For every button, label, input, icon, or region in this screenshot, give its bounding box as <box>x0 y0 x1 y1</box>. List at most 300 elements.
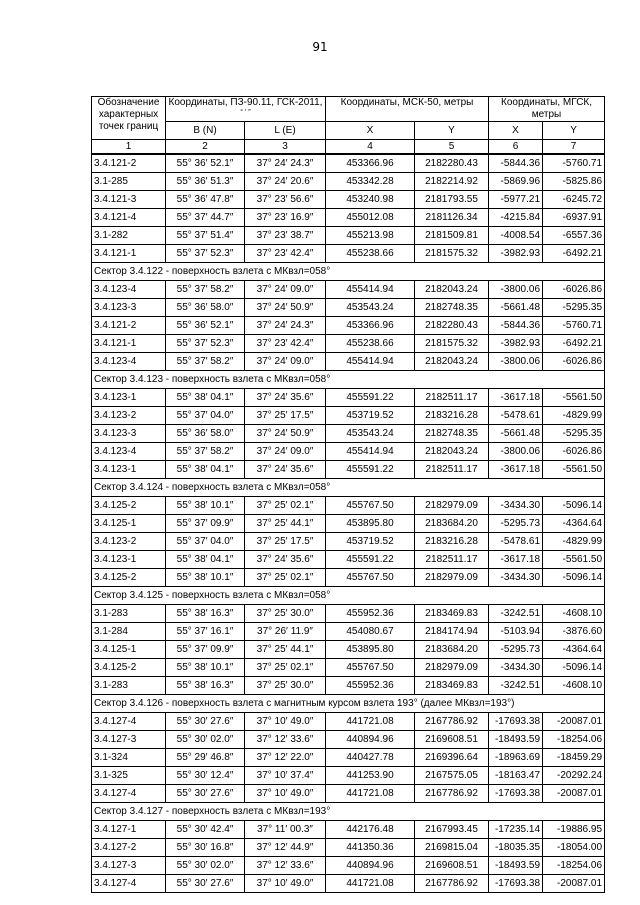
msk-x-cell: 441721.08 <box>326 875 415 893</box>
msk-x-cell: 455952.36 <box>326 605 415 623</box>
longitude-cell: 37° 23′ 38.7″ <box>245 227 326 245</box>
header-b: B (N) <box>166 122 245 140</box>
latitude-cell: 55° 37′ 52.3″ <box>166 245 245 263</box>
header-num-5: 5 <box>415 140 489 155</box>
mgsk-y-cell: -5096.14 <box>543 659 605 677</box>
longitude-cell: 37° 24′ 35.6″ <box>245 551 326 569</box>
table-row <box>92 154 605 173</box>
longitude-cell: 37° 23′ 42.4″ <box>245 335 326 353</box>
sector-label: Сектор 3.4.127 - поверхность взлета с МКвзл=193° <box>92 803 605 821</box>
longitude-cell: 37° 24′ 35.6″ <box>245 389 326 407</box>
msk-y-cell: 2183684.20 <box>415 641 489 659</box>
point-id-cell: 3.4.125-2 <box>92 659 166 677</box>
msk-y-cell: 2183469.83 <box>415 605 489 623</box>
longitude-cell: 37° 23′ 56.6″ <box>245 191 326 209</box>
latitude-cell: 55° 37′ 58.2″ <box>166 443 245 461</box>
msk-y-cell: 2167786.92 <box>415 785 489 803</box>
point-id-cell: 3.4.125-1 <box>92 515 166 533</box>
longitude-cell: 37° 25′ 44.1″ <box>245 641 326 659</box>
msk-y-cell: 2167786.92 <box>415 875 489 893</box>
msk-y-cell: 2182280.43 <box>415 317 489 335</box>
msk-x-cell: 455414.94 <box>326 443 415 461</box>
mgsk-x-cell: -3617.18 <box>489 551 543 569</box>
msk-x-cell: 440427.78 <box>326 749 415 767</box>
sector-row <box>92 587 605 605</box>
msk-x-cell: 453543.24 <box>326 425 415 443</box>
latitude-cell: 55° 36′ 47.8″ <box>166 191 245 209</box>
mgsk-x-cell: -18493.59 <box>489 731 543 749</box>
msk-y-cell: 2169815.04 <box>415 839 489 857</box>
mgsk-y-cell: -5096.14 <box>543 497 605 515</box>
msk-y-cell: 2182214.92 <box>415 173 489 191</box>
msk-x-cell: 455238.66 <box>326 335 415 353</box>
table-row <box>92 551 605 569</box>
mgsk-y-cell: -6557.36 <box>543 227 605 245</box>
longitude-cell: 37° 10′ 37.4″ <box>245 767 326 785</box>
header-msk-group: Координаты, МСК-50, метры <box>326 97 489 122</box>
msk-x-cell: 455012.08 <box>326 209 415 227</box>
msk-x-cell: 455414.94 <box>326 353 415 371</box>
mgsk-y-cell: -6026.86 <box>543 353 605 371</box>
table-row <box>92 461 605 479</box>
table-row <box>92 677 605 695</box>
longitude-cell: 37° 12′ 44.9″ <box>245 839 326 857</box>
latitude-cell: 55° 36′ 52.1″ <box>166 154 245 173</box>
mgsk-y-cell: -5561.50 <box>543 389 605 407</box>
point-id-cell: 3.4.125-2 <box>92 497 166 515</box>
table-row <box>92 299 605 317</box>
longitude-cell: 37° 26′ 11.9″ <box>245 623 326 641</box>
table-row <box>92 785 605 803</box>
mgsk-x-cell: -3617.18 <box>489 389 543 407</box>
mgsk-x-cell: -5844.36 <box>489 154 543 173</box>
point-id-cell: 3.4.123-4 <box>92 353 166 371</box>
point-id-cell: 3.1-283 <box>92 677 166 695</box>
sector-row <box>92 803 605 821</box>
table-row <box>92 191 605 209</box>
mgsk-x-cell: -3617.18 <box>489 461 543 479</box>
msk-x-cell: 442176.48 <box>326 821 415 839</box>
msk-y-cell: 2183469.83 <box>415 677 489 695</box>
latitude-cell: 55° 38′ 16.3″ <box>166 677 245 695</box>
longitude-cell: 37° 25′ 44.1″ <box>245 515 326 533</box>
latitude-cell: 55° 36′ 52.1″ <box>166 317 245 335</box>
table-row <box>92 605 605 623</box>
table-row <box>92 425 605 443</box>
mgsk-x-cell: -5103.94 <box>489 623 543 641</box>
longitude-cell: 37° 23′ 42.4″ <box>245 245 326 263</box>
point-id-cell: 3.1-284 <box>92 623 166 641</box>
table-row <box>92 173 605 191</box>
msk-y-cell: 2183216.28 <box>415 407 489 425</box>
sector-row <box>92 479 605 497</box>
latitude-cell: 55° 37′ 58.2″ <box>166 281 245 299</box>
msk-y-cell: 2169608.51 <box>415 731 489 749</box>
point-id-cell: 3.4.123-4 <box>92 443 166 461</box>
msk-y-cell: 2182748.35 <box>415 299 489 317</box>
mgsk-y-cell: -5561.50 <box>543 461 605 479</box>
msk-y-cell: 2181575.32 <box>415 245 489 263</box>
msk-y-cell: 2182979.09 <box>415 659 489 677</box>
table-row <box>92 443 605 461</box>
msk-y-cell: 2184174.94 <box>415 623 489 641</box>
point-id-cell: 3.1-283 <box>92 605 166 623</box>
msk-y-cell: 2182979.09 <box>415 497 489 515</box>
page-number: 91 <box>312 40 328 54</box>
point-id-cell: 3.4.127-1 <box>92 821 166 839</box>
latitude-cell: 55° 38′ 04.1″ <box>166 551 245 569</box>
msk-y-cell: 2182280.43 <box>415 154 489 173</box>
msk-y-cell: 2169608.51 <box>415 857 489 875</box>
mgsk-y-cell: -20087.01 <box>543 875 605 893</box>
mgsk-y-cell: -18054.00 <box>543 839 605 857</box>
msk-x-cell: 453719.52 <box>326 407 415 425</box>
mgsk-x-cell: -4008.54 <box>489 227 543 245</box>
mgsk-x-cell: -3800.06 <box>489 353 543 371</box>
point-id-cell: 3.1-325 <box>92 767 166 785</box>
msk-y-cell: 2181509.81 <box>415 227 489 245</box>
point-id-cell: 3.4.121-1 <box>92 335 166 353</box>
mgsk-y-cell: -6492.21 <box>543 335 605 353</box>
sector-label: Сектор 3.4.126 - поверхность взлета с магнитным курсом взлета 193° (далее МКвзл=193°) <box>92 695 605 713</box>
mgsk-y-cell: -20087.01 <box>543 713 605 731</box>
coordinates-table <box>91 96 605 893</box>
table-row <box>92 875 605 893</box>
mgsk-x-cell: -17693.38 <box>489 875 543 893</box>
longitude-cell: 37° 10′ 49.0″ <box>245 875 326 893</box>
point-id-cell: 3.4.127-3 <box>92 731 166 749</box>
point-id-cell: 3.4.121-3 <box>92 191 166 209</box>
table-row <box>92 731 605 749</box>
mgsk-y-cell: -20292.24 <box>543 767 605 785</box>
mgsk-y-cell: -4608.10 <box>543 677 605 695</box>
mgsk-x-cell: -3434.30 <box>489 569 543 587</box>
msk-x-cell: 455591.22 <box>326 389 415 407</box>
sector-label: Сектор 3.4.124 - поверхность взлета с МКвзл=058° <box>92 479 605 497</box>
latitude-cell: 55° 36′ 51.3″ <box>166 173 245 191</box>
msk-x-cell: 453342.28 <box>326 173 415 191</box>
longitude-cell: 37° 11′ 00.3″ <box>245 821 326 839</box>
latitude-cell: 55° 30′ 02.0″ <box>166 857 245 875</box>
mgsk-y-cell: -6492.21 <box>543 245 605 263</box>
header-mgsk-group: Координаты, МГСК, метры <box>489 97 605 122</box>
latitude-cell: 55° 37′ 04.0″ <box>166 407 245 425</box>
latitude-cell: 55° 30′ 42.4″ <box>166 821 245 839</box>
longitude-cell: 37° 25′ 02.1″ <box>245 497 326 515</box>
mgsk-x-cell: -18493.59 <box>489 857 543 875</box>
sector-label: Сектор 3.4.123 - поверхность взлета с МКвзл=058° <box>92 371 605 389</box>
table-row <box>92 659 605 677</box>
mgsk-x-cell: -18035.35 <box>489 839 543 857</box>
header-msk-y: Y <box>415 122 489 140</box>
point-id-cell: 3.4.127-3 <box>92 857 166 875</box>
header-mgsk-y: Y <box>543 122 605 140</box>
msk-x-cell: 453543.24 <box>326 299 415 317</box>
table-row <box>92 209 605 227</box>
msk-y-cell: 2182979.09 <box>415 569 489 587</box>
mgsk-y-cell: -5295.35 <box>543 425 605 443</box>
table-row <box>92 569 605 587</box>
mgsk-x-cell: -5977.21 <box>489 191 543 209</box>
point-id-cell: 3.4.123-3 <box>92 299 166 317</box>
msk-x-cell: 441721.08 <box>326 785 415 803</box>
latitude-cell: 55° 37′ 16.1″ <box>166 623 245 641</box>
header-num-6: 6 <box>489 140 543 155</box>
mgsk-y-cell: -4364.64 <box>543 641 605 659</box>
latitude-cell: 55° 38′ 16.3″ <box>166 605 245 623</box>
latitude-cell: 55° 36′ 58.0″ <box>166 425 245 443</box>
sector-row <box>92 371 605 389</box>
latitude-cell: 55° 37′ 58.2″ <box>166 353 245 371</box>
mgsk-y-cell: -5561.50 <box>543 551 605 569</box>
table-row <box>92 317 605 335</box>
mgsk-y-cell: -5295.35 <box>543 299 605 317</box>
point-id-cell: 3.4.121-2 <box>92 154 166 173</box>
mgsk-x-cell: -3434.30 <box>489 659 543 677</box>
msk-y-cell: 2167575.05 <box>415 767 489 785</box>
point-id-cell: 3.4.125-2 <box>92 569 166 587</box>
msk-x-cell: 455952.36 <box>326 677 415 695</box>
header-pz-title: Координаты, ПЗ-90.11, ГСК-2011, <box>168 97 323 108</box>
latitude-cell: 55° 30′ 12.4″ <box>166 767 245 785</box>
header-point-column: Обозначение характерных точек границ <box>92 97 166 140</box>
table-row <box>92 281 605 299</box>
header-num-3: 3 <box>245 140 326 155</box>
header-mgsk-x: X <box>489 122 543 140</box>
mgsk-y-cell: -6026.86 <box>543 281 605 299</box>
longitude-cell: 37° 25′ 02.1″ <box>245 569 326 587</box>
table-body <box>92 154 605 893</box>
table-row <box>92 749 605 767</box>
msk-y-cell: 2181793.55 <box>415 191 489 209</box>
mgsk-x-cell: -18163.47 <box>489 767 543 785</box>
header-pz-units: ° ′ ″ <box>240 109 251 116</box>
msk-y-cell: 2182748.35 <box>415 425 489 443</box>
mgsk-x-cell: -5661.48 <box>489 299 543 317</box>
msk-y-cell: 2182511.17 <box>415 551 489 569</box>
mgsk-x-cell: -5478.61 <box>489 407 543 425</box>
latitude-cell: 55° 38′ 10.1″ <box>166 497 245 515</box>
mgsk-y-cell: -5760.71 <box>543 317 605 335</box>
point-id-cell: 3.4.123-4 <box>92 281 166 299</box>
mgsk-x-cell: -17693.38 <box>489 785 543 803</box>
msk-y-cell: 2181126.34 <box>415 209 489 227</box>
longitude-cell: 37° 23′ 16.9″ <box>245 209 326 227</box>
point-id-cell: 3.4.127-4 <box>92 713 166 731</box>
header-l: L (E) <box>245 122 326 140</box>
msk-x-cell: 453719.52 <box>326 533 415 551</box>
latitude-cell: 55° 30′ 16.8″ <box>166 839 245 857</box>
point-id-cell: 3.1-282 <box>92 227 166 245</box>
mgsk-y-cell: -4364.64 <box>543 515 605 533</box>
table-row <box>92 641 605 659</box>
msk-x-cell: 455591.22 <box>326 551 415 569</box>
msk-y-cell: 2181575.32 <box>415 335 489 353</box>
longitude-cell: 37° 24′ 50.9″ <box>245 425 326 443</box>
msk-x-cell: 441721.08 <box>326 713 415 731</box>
longitude-cell: 37° 10′ 49.0″ <box>245 785 326 803</box>
mgsk-y-cell: -18254.06 <box>543 857 605 875</box>
msk-x-cell: 453240.98 <box>326 191 415 209</box>
mgsk-y-cell: -3876.60 <box>543 623 605 641</box>
longitude-cell: 37° 12′ 33.6″ <box>245 731 326 749</box>
msk-x-cell: 455238.66 <box>326 245 415 263</box>
table-row <box>92 353 605 371</box>
mgsk-x-cell: -3242.51 <box>489 605 543 623</box>
msk-x-cell: 440894.96 <box>326 857 415 875</box>
longitude-cell: 37° 24′ 09.0″ <box>245 281 326 299</box>
latitude-cell: 55° 30′ 27.6″ <box>166 713 245 731</box>
table-row <box>92 407 605 425</box>
point-id-cell: 3.4.127-2 <box>92 839 166 857</box>
longitude-cell: 37° 24′ 09.0″ <box>245 353 326 371</box>
msk-y-cell: 2182511.17 <box>415 461 489 479</box>
table-row <box>92 767 605 785</box>
mgsk-x-cell: -17235.14 <box>489 821 543 839</box>
table-row <box>92 839 605 857</box>
mgsk-x-cell: -3982.93 <box>489 335 543 353</box>
point-id-cell: 3.1-285 <box>92 173 166 191</box>
mgsk-y-cell: -5760.71 <box>543 154 605 173</box>
latitude-cell: 55° 37′ 52.3″ <box>166 335 245 353</box>
point-id-cell: 3.4.127-4 <box>92 785 166 803</box>
mgsk-y-cell: -5096.14 <box>543 569 605 587</box>
msk-x-cell: 453895.80 <box>326 641 415 659</box>
msk-y-cell: 2169396.64 <box>415 749 489 767</box>
msk-y-cell: 2182043.24 <box>415 281 489 299</box>
msk-y-cell: 2167993.45 <box>415 821 489 839</box>
mgsk-x-cell: -3800.06 <box>489 281 543 299</box>
header-msk-x: X <box>326 122 415 140</box>
msk-x-cell: 453895.80 <box>326 515 415 533</box>
mgsk-y-cell: -6026.86 <box>543 443 605 461</box>
msk-y-cell: 2182511.17 <box>415 389 489 407</box>
header-num-4: 4 <box>326 140 415 155</box>
mgsk-y-cell: -20087.01 <box>543 785 605 803</box>
point-id-cell: 3.4.121-2 <box>92 317 166 335</box>
mgsk-x-cell: -18963.69 <box>489 749 543 767</box>
point-id-cell: 3.4.127-4 <box>92 875 166 893</box>
mgsk-x-cell: -3982.93 <box>489 245 543 263</box>
mgsk-x-cell: -3800.06 <box>489 443 543 461</box>
mgsk-x-cell: -5661.48 <box>489 425 543 443</box>
msk-x-cell: 440894.96 <box>326 731 415 749</box>
table-row <box>92 227 605 245</box>
mgsk-x-cell: -5478.61 <box>489 533 543 551</box>
longitude-cell: 37° 25′ 30.0″ <box>245 677 326 695</box>
longitude-cell: 37° 24′ 50.9″ <box>245 299 326 317</box>
mgsk-x-cell: -5844.36 <box>489 317 543 335</box>
table-row <box>92 515 605 533</box>
point-id-cell: 3.4.123-2 <box>92 407 166 425</box>
longitude-cell: 37° 25′ 17.5″ <box>245 407 326 425</box>
latitude-cell: 55° 29′ 46.8″ <box>166 749 245 767</box>
msk-x-cell: 455767.50 <box>326 497 415 515</box>
mgsk-y-cell: -18254.06 <box>543 731 605 749</box>
header-num-7: 7 <box>543 140 605 155</box>
header-num-2: 2 <box>166 140 245 155</box>
latitude-cell: 55° 38′ 10.1″ <box>166 569 245 587</box>
table-row <box>92 335 605 353</box>
latitude-cell: 55° 37′ 09.9″ <box>166 515 245 533</box>
table-row <box>92 497 605 515</box>
msk-x-cell: 455767.50 <box>326 569 415 587</box>
header-pz-group <box>166 97 326 122</box>
longitude-cell: 37° 24′ 24.3″ <box>245 317 326 335</box>
table-row <box>92 857 605 875</box>
point-id-cell: 3.4.123-1 <box>92 551 166 569</box>
table-row <box>92 245 605 263</box>
mgsk-y-cell: -18459.29 <box>543 749 605 767</box>
point-id-cell: 3.4.123-3 <box>92 425 166 443</box>
longitude-cell: 37° 24′ 24.3″ <box>245 154 326 173</box>
longitude-cell: 37° 25′ 17.5″ <box>245 533 326 551</box>
table-row <box>92 713 605 731</box>
mgsk-y-cell: -5825.86 <box>543 173 605 191</box>
point-id-cell: 3.4.123-1 <box>92 461 166 479</box>
mgsk-x-cell: -17693.38 <box>489 713 543 731</box>
mgsk-y-cell: -6937.91 <box>543 209 605 227</box>
latitude-cell: 55° 30′ 27.6″ <box>166 875 245 893</box>
table-row <box>92 821 605 839</box>
msk-x-cell: 441350.36 <box>326 839 415 857</box>
msk-x-cell: 454080.67 <box>326 623 415 641</box>
latitude-cell: 55° 37′ 09.9″ <box>166 641 245 659</box>
mgsk-y-cell: -4829.99 <box>543 533 605 551</box>
latitude-cell: 55° 38′ 04.1″ <box>166 389 245 407</box>
longitude-cell: 37° 24′ 09.0″ <box>245 443 326 461</box>
msk-y-cell: 2183684.20 <box>415 515 489 533</box>
sector-row <box>92 695 605 713</box>
mgsk-x-cell: -5295.73 <box>489 515 543 533</box>
latitude-cell: 55° 37′ 04.0″ <box>166 533 245 551</box>
point-id-cell: 3.4.125-1 <box>92 641 166 659</box>
mgsk-x-cell: -3242.51 <box>489 677 543 695</box>
latitude-cell: 55° 30′ 27.6″ <box>166 785 245 803</box>
longitude-cell: 37° 25′ 02.1″ <box>245 659 326 677</box>
mgsk-x-cell: -5295.73 <box>489 641 543 659</box>
latitude-cell: 55° 38′ 10.1″ <box>166 659 245 677</box>
header-num-1: 1 <box>92 140 166 155</box>
longitude-cell: 37° 25′ 30.0″ <box>245 605 326 623</box>
msk-x-cell: 453366.96 <box>326 317 415 335</box>
table-row <box>92 533 605 551</box>
mgsk-y-cell: -19886.95 <box>543 821 605 839</box>
msk-x-cell: 455591.22 <box>326 461 415 479</box>
msk-y-cell: 2182043.24 <box>415 443 489 461</box>
msk-y-cell: 2182043.24 <box>415 353 489 371</box>
sector-label: Сектор 3.4.122 - поверхность взлета с МКвзл=058° <box>92 263 605 281</box>
point-id-cell: 3.4.123-2 <box>92 533 166 551</box>
sector-row <box>92 263 605 281</box>
msk-x-cell: 441253.90 <box>326 767 415 785</box>
msk-y-cell: 2183216.28 <box>415 533 489 551</box>
longitude-cell: 37° 12′ 22.0″ <box>245 749 326 767</box>
longitude-cell: 37° 10′ 49.0″ <box>245 713 326 731</box>
latitude-cell: 55° 37′ 51.4″ <box>166 227 245 245</box>
longitude-cell: 37° 24′ 35.6″ <box>245 461 326 479</box>
msk-x-cell: 453366.96 <box>326 154 415 173</box>
latitude-cell: 55° 37′ 44.7″ <box>166 209 245 227</box>
mgsk-y-cell: -6245.72 <box>543 191 605 209</box>
table-row <box>92 389 605 407</box>
mgsk-y-cell: -4829.99 <box>543 407 605 425</box>
longitude-cell: 37° 12′ 33.6″ <box>245 857 326 875</box>
msk-x-cell: 455213.98 <box>326 227 415 245</box>
msk-x-cell: 455414.94 <box>326 281 415 299</box>
point-id-cell: 3.4.121-4 <box>92 209 166 227</box>
msk-x-cell: 455767.50 <box>326 659 415 677</box>
